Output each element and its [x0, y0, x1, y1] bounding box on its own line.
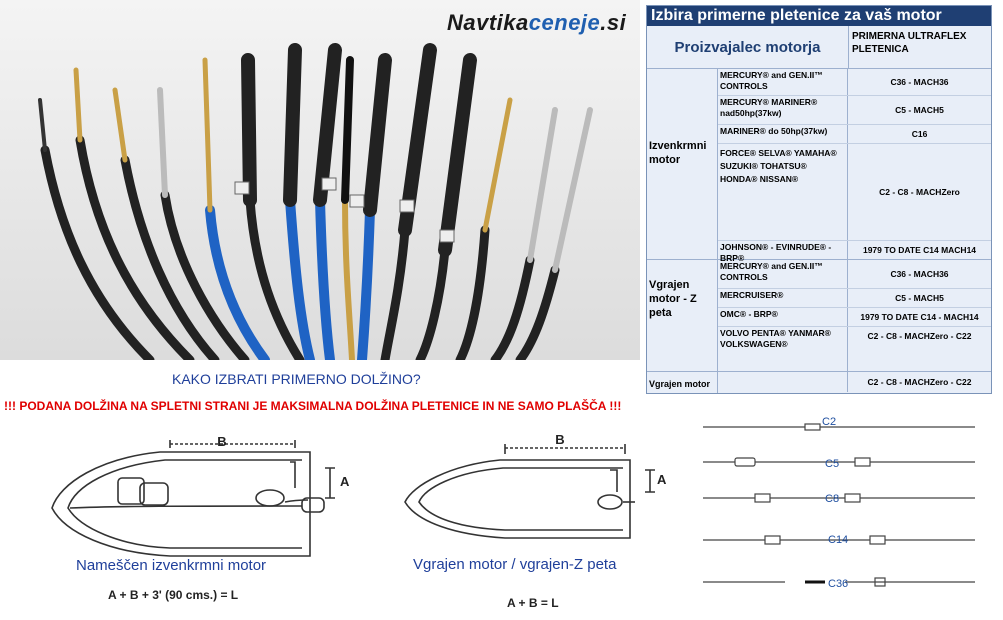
manufacturer-cell: MERCURY® and GEN.II™ CONTROLS — [718, 69, 848, 95]
manufacturer-cell: JOHNSON® - EVINRUDE® - BRP® — [718, 241, 848, 259]
manufacturer-cell: MERCRUISER® — [718, 289, 848, 307]
table-row — [718, 125, 991, 144]
cable-cell: C5 - MACH5 — [895, 104, 944, 115]
table-row — [718, 289, 991, 308]
table-row — [718, 308, 991, 327]
cable-cell: C16 — [911, 128, 928, 139]
cable-label-c14: C14 — [828, 534, 849, 546]
length-question: KAKO IZBRATI PRIMERNO DOLŽINO? — [172, 371, 421, 387]
inboard-formula: A + B = L — [507, 596, 559, 610]
outboard-formula: A + B + 3' (90 cms.) = L — [108, 588, 239, 602]
dimension-a-label: A — [340, 474, 350, 489]
cable-label-c36: C36 — [828, 578, 849, 590]
cable-cell: C36 - MACH36 — [890, 268, 949, 279]
manufacturer-cell: FORCE® SELVA® YAMAHA® SUZUKI® TOHATSU® HONDA® NISSAN® — [718, 144, 848, 240]
manufacturer-cell: MARINER® do 50hp(37kw) — [718, 125, 848, 143]
manufacturer-cell — [718, 372, 848, 392]
column-header-cable: PRIMERNA ULTRAFLEX PLETENICA — [852, 31, 967, 55]
table-row — [718, 96, 991, 125]
table-group-outboard — [647, 69, 991, 263]
table-title: Izbira primerne pletenice za vaš motor — [647, 6, 991, 26]
manufacturer-cell: MERCURY® MARINER® nad50hp(37kw) — [718, 96, 848, 124]
inboard-boat-diagram — [395, 430, 685, 560]
table-row — [718, 372, 991, 392]
inboard-caption: Vgrajen motor / vgrajen-Z peta — [413, 556, 617, 573]
group-label: Izvenkrmni motor — [649, 140, 707, 166]
table-row — [718, 260, 991, 289]
length-warning: !!! PODANA DOLŽINA NA SPLETNI STRANI JE MAKSIMALNA DOLŽINA PLETENICE IN NE SAMO PLAŠČA !!! — [4, 399, 622, 413]
column-header-manufacturer: Proizvajalec motorja — [647, 26, 849, 68]
cable-cell: 1979 TO DATE C14 - MACH14 — [860, 311, 979, 322]
cable-label-c8: C8 — [825, 493, 840, 505]
table-row — [718, 69, 991, 96]
cable-selection-table — [646, 5, 992, 394]
dimension-b-label: B — [555, 432, 565, 447]
cable-types-diagram — [695, 412, 995, 610]
outboard-caption: Nameščen izvenkrmni motor — [76, 557, 267, 574]
dimension-a-label: A — [657, 472, 667, 487]
table-row — [718, 144, 991, 241]
group-label: Vgrajen motor — [649, 379, 711, 389]
manufacturer-cell: VOLVO PENTA® YANMAR® VOLKSWAGEN® — [718, 327, 848, 371]
table-header — [647, 26, 991, 69]
manufacturer-cell: MERCURY® and GEN.II™ CONTROLS — [718, 260, 848, 288]
manufacturer-cell: OMC® - BRP® — [718, 308, 848, 326]
group-label: Vgrajen motor - Z peta — [649, 279, 697, 319]
cable-cell: C36 - MACH36 — [890, 76, 949, 87]
table-row — [718, 327, 991, 371]
cable-cell: C2 - C8 - MACHZero - C22 — [867, 376, 972, 387]
table-row — [718, 241, 991, 263]
cable-cell: C2 - C8 - MACHZero - C22 — [867, 331, 972, 341]
outboard-boat-diagram — [40, 428, 370, 568]
brand-logo: Navtikaceneje.si — [447, 10, 627, 35]
table-group-inboard — [647, 372, 991, 393]
dimension-b-label: B — [217, 434, 227, 449]
cable-cell: C2 - C8 - MACHZero — [879, 186, 960, 197]
cable-cell: 1979 TO DATE C14 MACH14 — [862, 244, 977, 255]
cable-illustration — [0, 0, 640, 360]
cable-cell: C5 - MACH5 — [895, 292, 944, 303]
cable-label-c2: C2 — [822, 416, 837, 428]
table-group-sterndrive — [647, 260, 991, 372]
cable-photo — [0, 0, 640, 360]
cable-label-c5: C5 — [825, 458, 840, 470]
